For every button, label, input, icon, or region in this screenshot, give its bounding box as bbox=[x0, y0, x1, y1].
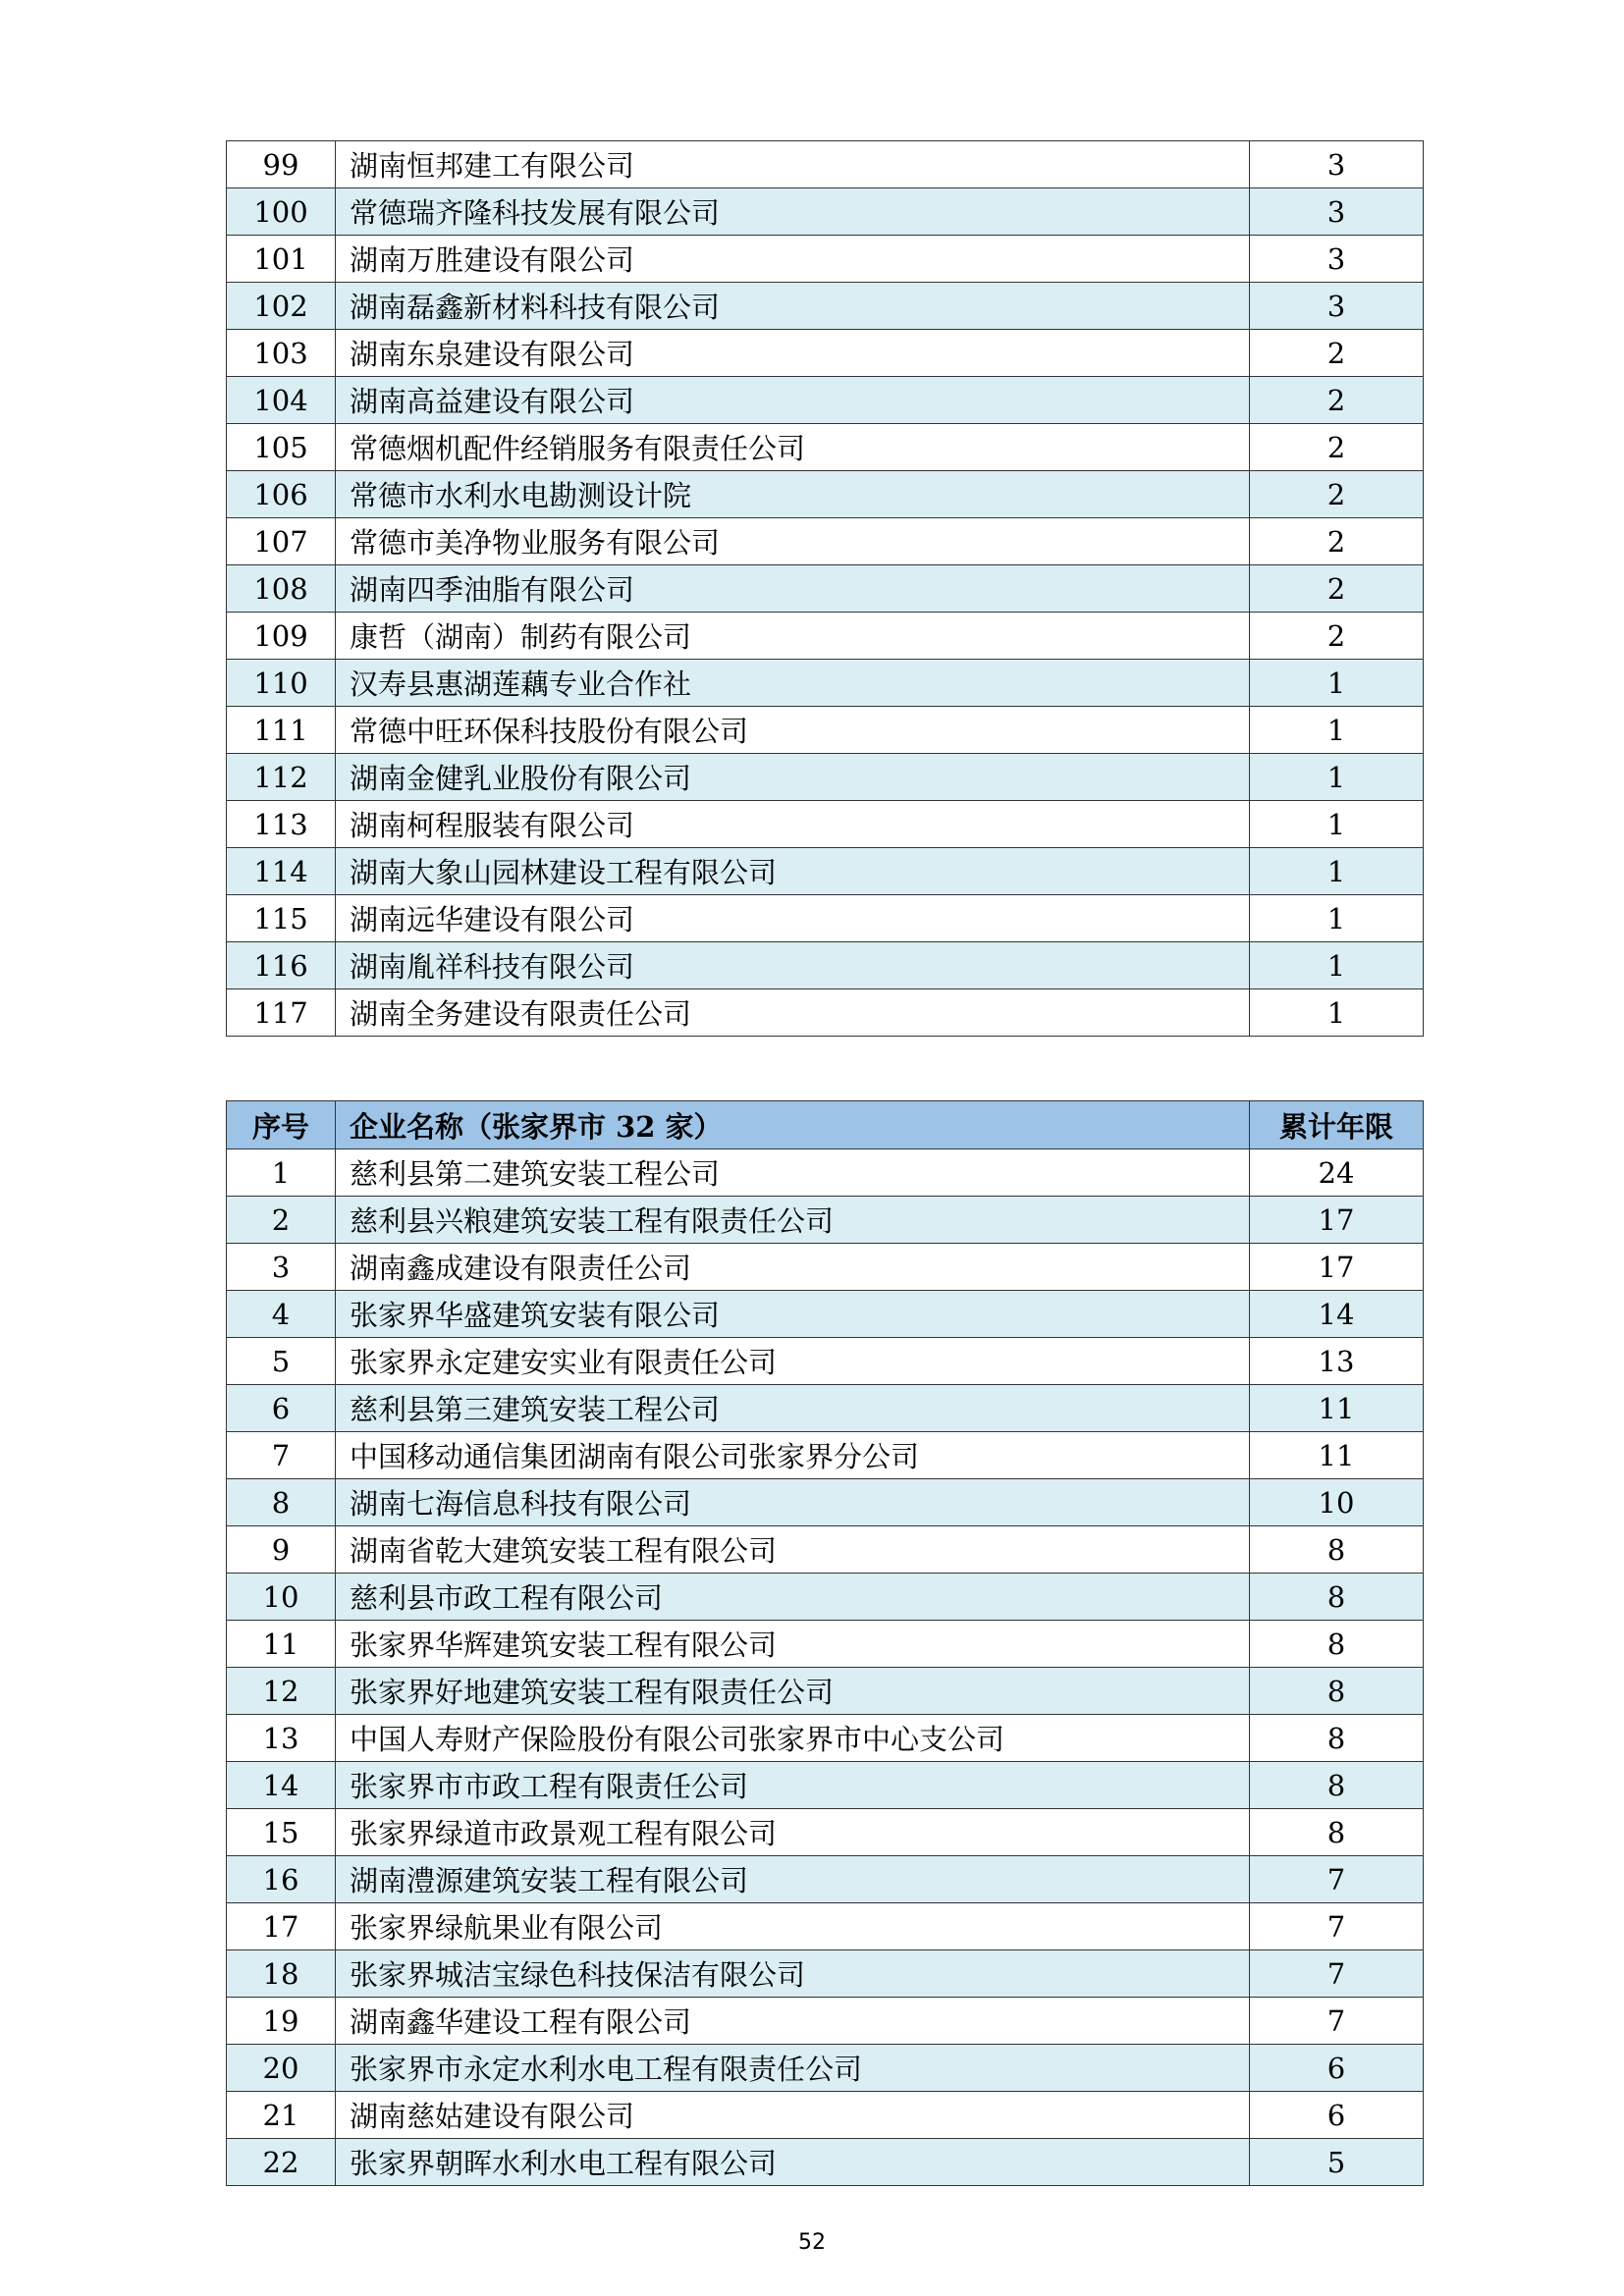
row-index: 19 bbox=[227, 1998, 336, 2045]
cumulative-years: 2 bbox=[1250, 613, 1424, 660]
table-row bbox=[227, 660, 1424, 707]
table-row bbox=[227, 1998, 1424, 2045]
enterprise-name: 慈利县市政工程有限公司 bbox=[336, 1574, 1250, 1621]
cumulative-years: 8 bbox=[1250, 1574, 1424, 1621]
cumulative-years: 1 bbox=[1250, 942, 1424, 989]
row-index: 17 bbox=[227, 1903, 336, 1950]
cumulative-years: 1 bbox=[1250, 989, 1424, 1037]
enterprise-name: 张家界绿航果业有限公司 bbox=[336, 1903, 1250, 1950]
cumulative-years: 7 bbox=[1250, 1856, 1424, 1903]
table-row bbox=[227, 801, 1424, 848]
table-row bbox=[227, 1197, 1424, 1244]
table-row bbox=[227, 1856, 1424, 1903]
row-index: 100 bbox=[227, 188, 336, 236]
row-index: 112 bbox=[227, 754, 336, 801]
table-row bbox=[227, 1715, 1424, 1762]
cumulative-years: 2 bbox=[1250, 471, 1424, 518]
cumulative-years: 13 bbox=[1250, 1338, 1424, 1385]
enterprise-name: 慈利县第二建筑安装工程公司 bbox=[336, 1149, 1250, 1197]
enterprise-name: 湖南恒邦建工有限公司 bbox=[336, 141, 1250, 188]
enterprise-name: 张家界绿道市政景观工程有限公司 bbox=[336, 1809, 1250, 1856]
row-index: 110 bbox=[227, 660, 336, 707]
enterprise-name: 湖南柯程服装有限公司 bbox=[336, 801, 1250, 848]
table-row bbox=[227, 330, 1424, 377]
table-row bbox=[227, 2139, 1424, 2186]
enterprise-name: 湖南高益建设有限公司 bbox=[336, 377, 1250, 424]
table-row bbox=[227, 377, 1424, 424]
cumulative-years: 3 bbox=[1250, 188, 1424, 236]
table-row bbox=[227, 1479, 1424, 1526]
row-index: 18 bbox=[227, 1950, 336, 1998]
table-row bbox=[227, 848, 1424, 895]
enterprise-name: 湖南大象山园林建设工程有限公司 bbox=[336, 848, 1250, 895]
table-row bbox=[227, 1291, 1424, 1338]
cumulative-years: 24 bbox=[1250, 1149, 1424, 1197]
cumulative-years: 2 bbox=[1250, 424, 1424, 471]
header-cumulative-years: 累计年限 bbox=[1250, 1101, 1424, 1149]
cumulative-years: 8 bbox=[1250, 1715, 1424, 1762]
cumulative-years: 2 bbox=[1250, 377, 1424, 424]
enterprise-name: 湖南全务建设有限责任公司 bbox=[336, 989, 1250, 1037]
row-index: 106 bbox=[227, 471, 336, 518]
row-index: 7 bbox=[227, 1432, 336, 1479]
table-row bbox=[227, 1574, 1424, 1621]
enterprise-name: 中国移动通信集团湖南有限公司张家界分公司 bbox=[336, 1432, 1250, 1479]
cumulative-years: 5 bbox=[1250, 2139, 1424, 2186]
cumulative-years: 3 bbox=[1250, 236, 1424, 283]
row-index: 111 bbox=[227, 707, 336, 754]
cumulative-years: 2 bbox=[1250, 565, 1424, 613]
table-row bbox=[227, 1809, 1424, 1856]
enterprise-name: 湖南四季油脂有限公司 bbox=[336, 565, 1250, 613]
enterprise-name: 湖南七海信息科技有限公司 bbox=[336, 1479, 1250, 1526]
table-row bbox=[227, 565, 1424, 613]
row-index: 101 bbox=[227, 236, 336, 283]
cumulative-years: 2 bbox=[1250, 518, 1424, 565]
row-index: 15 bbox=[227, 1809, 336, 1856]
table-row bbox=[227, 754, 1424, 801]
row-index: 114 bbox=[227, 848, 336, 895]
table-row bbox=[227, 613, 1424, 660]
enterprise-name: 湖南万胜建设有限公司 bbox=[336, 236, 1250, 283]
cumulative-years: 8 bbox=[1250, 1762, 1424, 1809]
cumulative-years: 1 bbox=[1250, 848, 1424, 895]
table-row bbox=[227, 2092, 1424, 2139]
enterprise-name: 张家界华盛建筑安装有限公司 bbox=[336, 1291, 1250, 1338]
enterprise-name: 湖南省乾大建筑安装工程有限公司 bbox=[336, 1526, 1250, 1574]
table-row bbox=[227, 1338, 1424, 1385]
table-row bbox=[227, 942, 1424, 989]
enterprise-name: 张家界市永定水利水电工程有限责任公司 bbox=[336, 2045, 1250, 2092]
table-row bbox=[227, 471, 1424, 518]
cumulative-years: 14 bbox=[1250, 1291, 1424, 1338]
row-index: 5 bbox=[227, 1338, 336, 1385]
table-row bbox=[227, 1668, 1424, 1715]
cumulative-years: 6 bbox=[1250, 2092, 1424, 2139]
table-row bbox=[227, 1950, 1424, 1998]
row-index: 115 bbox=[227, 895, 336, 942]
cumulative-years: 1 bbox=[1250, 895, 1424, 942]
cumulative-years: 8 bbox=[1250, 1621, 1424, 1668]
cumulative-years: 1 bbox=[1250, 754, 1424, 801]
cumulative-years: 17 bbox=[1250, 1244, 1424, 1291]
cumulative-years: 1 bbox=[1250, 707, 1424, 754]
table-row bbox=[227, 518, 1424, 565]
cumulative-years: 1 bbox=[1250, 801, 1424, 848]
table-row bbox=[227, 2045, 1424, 2092]
table-row bbox=[227, 1149, 1424, 1197]
table-header-row bbox=[227, 1101, 1424, 1149]
cumulative-years: 10 bbox=[1250, 1479, 1424, 1526]
enterprise-name: 常德烟机配件经销服务有限责任公司 bbox=[336, 424, 1250, 471]
row-index: 8 bbox=[227, 1479, 336, 1526]
row-index: 113 bbox=[227, 801, 336, 848]
table-row bbox=[227, 236, 1424, 283]
enterprise-name: 湖南东泉建设有限公司 bbox=[336, 330, 1250, 377]
row-index: 102 bbox=[227, 283, 336, 330]
row-index: 108 bbox=[227, 565, 336, 613]
table-row bbox=[227, 895, 1424, 942]
row-index: 103 bbox=[227, 330, 336, 377]
enterprise-name: 慈利县第三建筑安装工程公司 bbox=[336, 1385, 1250, 1432]
enterprise-name: 中国人寿财产保险股份有限公司张家界市中心支公司 bbox=[336, 1715, 1250, 1762]
table-body bbox=[227, 141, 1424, 1037]
cumulative-years: 1 bbox=[1250, 660, 1424, 707]
table-row bbox=[227, 188, 1424, 236]
enterprise-name: 张家界好地建筑安装工程有限责任公司 bbox=[336, 1668, 1250, 1715]
table-body bbox=[227, 1149, 1424, 2186]
row-index: 11 bbox=[227, 1621, 336, 1668]
row-index: 105 bbox=[227, 424, 336, 471]
cumulative-years: 8 bbox=[1250, 1668, 1424, 1715]
cumulative-years: 7 bbox=[1250, 1950, 1424, 1998]
cumulative-years: 7 bbox=[1250, 1998, 1424, 2045]
table-row bbox=[227, 141, 1424, 188]
row-index: 22 bbox=[227, 2139, 336, 2186]
enterprise-name: 湖南澧源建筑安装工程有限公司 bbox=[336, 1856, 1250, 1903]
table-row bbox=[227, 424, 1424, 471]
row-index: 12 bbox=[227, 1668, 336, 1715]
row-index: 116 bbox=[227, 942, 336, 989]
cumulative-years: 7 bbox=[1250, 1903, 1424, 1950]
cumulative-years: 6 bbox=[1250, 2045, 1424, 2092]
enterprise-name: 常德市美净物业服务有限公司 bbox=[336, 518, 1250, 565]
enterprise-name: 湖南磊鑫新材料科技有限公司 bbox=[336, 283, 1250, 330]
enterprise-name: 汉寿县惠湖莲藕专业合作社 bbox=[336, 660, 1250, 707]
enterprise-table-continued bbox=[226, 140, 1424, 1037]
enterprise-name: 常德市水利水电勘测设计院 bbox=[336, 471, 1250, 518]
table-row bbox=[227, 1526, 1424, 1574]
row-index: 16 bbox=[227, 1856, 336, 1903]
cumulative-years: 3 bbox=[1250, 283, 1424, 330]
enterprise-name: 湖南远华建设有限公司 bbox=[336, 895, 1250, 942]
enterprise-name: 张家界城洁宝绿色科技保洁有限公司 bbox=[336, 1950, 1250, 1998]
table-row bbox=[227, 1385, 1424, 1432]
enterprise-name: 张家界华辉建筑安装工程有限公司 bbox=[336, 1621, 1250, 1668]
row-index: 10 bbox=[227, 1574, 336, 1621]
enterprise-name: 张家界永定建安实业有限责任公司 bbox=[336, 1338, 1250, 1385]
enterprise-name: 湖南鑫华建设工程有限公司 bbox=[336, 1998, 1250, 2045]
cumulative-years: 11 bbox=[1250, 1385, 1424, 1432]
enterprise-name: 张家界朝晖水利水电工程有限公司 bbox=[336, 2139, 1250, 2186]
row-index: 99 bbox=[227, 141, 336, 188]
header-index: 序号 bbox=[227, 1101, 336, 1149]
enterprise-name: 湖南慈姑建设有限公司 bbox=[336, 2092, 1250, 2139]
cumulative-years: 8 bbox=[1250, 1526, 1424, 1574]
table-row bbox=[227, 1903, 1424, 1950]
table-row bbox=[227, 283, 1424, 330]
row-index: 2 bbox=[227, 1197, 336, 1244]
enterprise-name: 康哲（湖南）制药有限公司 bbox=[336, 613, 1250, 660]
table-row bbox=[227, 1621, 1424, 1668]
row-index: 4 bbox=[227, 1291, 336, 1338]
enterprise-name: 慈利县兴粮建筑安装工程有限责任公司 bbox=[336, 1197, 1250, 1244]
table-row bbox=[227, 1762, 1424, 1809]
row-index: 14 bbox=[227, 1762, 336, 1809]
row-index: 1 bbox=[227, 1149, 336, 1197]
cumulative-years: 2 bbox=[1250, 330, 1424, 377]
row-index: 3 bbox=[227, 1244, 336, 1291]
row-index: 104 bbox=[227, 377, 336, 424]
row-index: 21 bbox=[227, 2092, 336, 2139]
table-row bbox=[227, 1244, 1424, 1291]
cumulative-years: 8 bbox=[1250, 1809, 1424, 1856]
enterprise-name: 湖南鑫成建设有限责任公司 bbox=[336, 1244, 1250, 1291]
enterprise-name: 常德中旺环保科技股份有限公司 bbox=[336, 707, 1250, 754]
row-index: 9 bbox=[227, 1526, 336, 1574]
enterprise-name: 常德瑞齐隆科技发展有限公司 bbox=[336, 188, 1250, 236]
cumulative-years: 3 bbox=[1250, 141, 1424, 188]
row-index: 117 bbox=[227, 989, 336, 1037]
row-index: 109 bbox=[227, 613, 336, 660]
row-index: 6 bbox=[227, 1385, 336, 1432]
table-row bbox=[227, 989, 1424, 1037]
cumulative-years: 11 bbox=[1250, 1432, 1424, 1479]
table-row bbox=[227, 1432, 1424, 1479]
table-row bbox=[227, 707, 1424, 754]
row-index: 13 bbox=[227, 1715, 336, 1762]
row-index: 20 bbox=[227, 2045, 336, 2092]
enterprise-name: 湖南胤祥科技有限公司 bbox=[336, 942, 1250, 989]
header-enterprise-name: 企业名称（张家界市 32 家） bbox=[336, 1101, 1250, 1149]
row-index: 107 bbox=[227, 518, 336, 565]
page-number: 52 bbox=[798, 2230, 826, 2255]
cumulative-years: 17 bbox=[1250, 1197, 1424, 1244]
enterprise-name: 张家界市市政工程有限责任公司 bbox=[336, 1762, 1250, 1809]
enterprise-name: 湖南金健乳业股份有限公司 bbox=[336, 754, 1250, 801]
enterprise-table-zhangjiajie bbox=[226, 1100, 1424, 2186]
